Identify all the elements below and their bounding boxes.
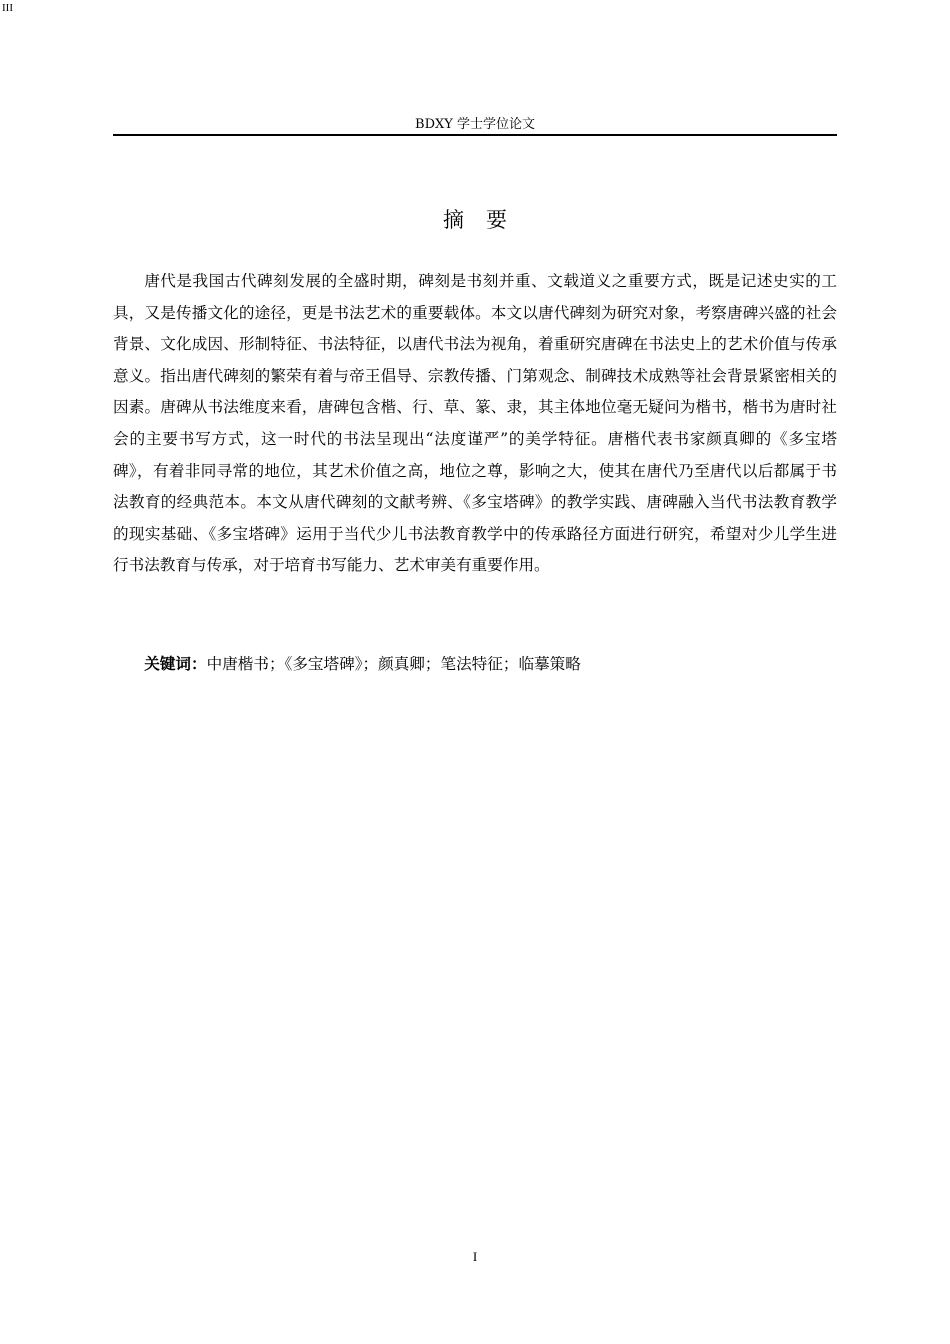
abstract-heading: 摘要: [443, 208, 529, 232]
keywords-list: 中唐楷书；《多宝塔碑》；颜真卿；笔法特征；临摹策略: [206, 655, 581, 673]
page-number: I: [472, 1249, 478, 1264]
corner-page-mark: III: [2, 2, 13, 14]
abstract-paragraph: 唐代是我国古代碑刻发展的全盛时期，碑刻是书刻并重、文载道义之重要方式，既是记述史实的工具，又是传播文化的途径，更是书法艺术的重要载体。本文以唐代碑刻为研究对象，考察唐碑兴盛的社会背景、文化成因、形制特征、书法特征，以唐代书法为视角，着重研究唐碑在书法史上的艺术价值与传承意义。指出唐代碑刻的繁荣有着与帝王倡导、宗教传播、门第观念、制碑技术成熟等社会背景紧密相关的因素。唐碑从书法维度来看，唐碑包含楷、行、草、篆、隶，其主体地位毫无疑问为楷书，楷书为唐时社会的主要书写方式，这一时代的书法呈现出“法度谨严”的美学特征。唐楷代表书家颜真卿的《多宝塔碑》，有着非同寻常的地位，其艺术价值之高，地位之尊，影响之大，使其在唐代乃至唐代以后都属于书法教育的经典范本。本文从唐代碑刻的文献考辨、《多宝塔碑》的教学实践、唐碑融入当代书法教育教学的现实基础、《多宝塔碑》运用于当代少儿书法教育教学中的传承路径方面进行研究，希望对少儿学生进行书法教育与传承，对于培育书写能力、艺术审美有重要作用。: [113, 272, 837, 575]
keywords-label: 关键词：: [144, 655, 207, 673]
header-divider: [113, 134, 837, 136]
keywords-line: [113, 649, 837, 681]
running-header-title: BDXY 学士学位论文: [415, 117, 535, 132]
